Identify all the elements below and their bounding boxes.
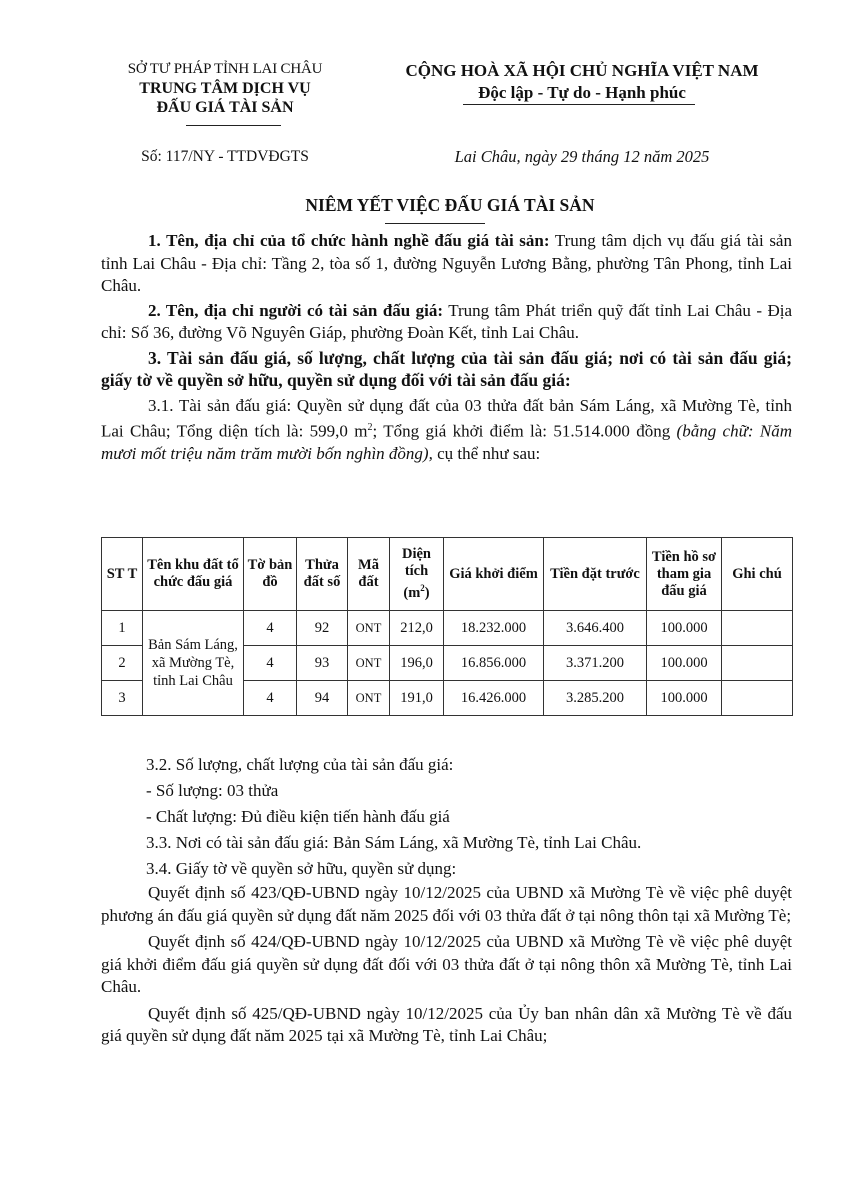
header-parcel-no: Thửa đất số — [297, 538, 348, 611]
section-3-1-text-b: ; Tổng giá khởi điểm là: 51.514.000 đồng — [372, 421, 677, 441]
cell-land-code: ONT — [348, 681, 390, 716]
section-3-3: 3.3. Nơi có tài sản đấu giá: Bản Sám Láng, xã Mường Tè, tỉnh Lai Châu. — [146, 833, 642, 852]
cell-parcel: 94 — [297, 681, 348, 716]
cell-land-code: ONT — [348, 611, 390, 646]
agency-underline — [186, 125, 281, 126]
header-area-text: Diện tích (m — [402, 546, 431, 601]
section-3-2: 3.2. Số lượng, chất lượng của tài sản đấu giá: — [146, 755, 454, 774]
cell-stt: 2 — [102, 646, 143, 681]
cell-parcel: 92 — [297, 611, 348, 646]
decision-424: Quyết định số 424/QĐ-UBND ngày 10/12/2025 của UBND xã Mường Tè về việc phê duyệt giá khởi điểm đấu giá quyền sử dụng đất đối với 03 thửa đất ở tại nông thôn xã Mường Tè, tỉnh Lai Châu. — [101, 932, 792, 996]
header-start-price: Giá khởi điểm — [444, 538, 544, 611]
cell-stt: 3 — [102, 681, 143, 716]
section-2-label: 2. Tên, địa chỉ người có tài sản đấu giá: — [148, 300, 444, 320]
cell-area: 212,0 — [390, 611, 444, 646]
parent-agency: SỞ TƯ PHÁP TỈNH LAI CHÂU — [127, 61, 323, 77]
header-area — [390, 538, 444, 611]
unit-name-line2: ĐẤU GIÁ TÀI SẢN — [156, 99, 294, 116]
body-lower-list — [146, 752, 792, 882]
header-deposit: Tiền đặt trước — [544, 538, 647, 611]
section-3-heading: 3. Tài sản đấu giá, số lượng, chất lượng của tài sản đấu giá; nơi có tài sản đấu giá; giấy tờ về quyền sở hữu, quyền sử dụng đối với tài sản đấu giá: — [101, 347, 792, 390]
header-fee: Tiền hồ sơ tham gia đấu giá — [647, 538, 722, 611]
cell-note — [722, 646, 793, 681]
decision-425: Quyết định số 425/QĐ-UBND ngày 10/12/2025 của Ủy ban nhân dân xã Mường Tè về đấu giá quyền sử dụng đất năm 2025 tại xã Mường Tè, tỉnh Lai Châu; — [101, 1003, 792, 1045]
cell-map-sheet: 4 — [244, 681, 297, 716]
table-row — [102, 611, 793, 646]
area-unit-superscript: 2 — [367, 422, 373, 433]
body-upper — [101, 230, 792, 466]
cell-parcel: 93 — [297, 646, 348, 681]
cell-map-sheet: 4 — [244, 646, 297, 681]
section-1-text: Trung tâm dịch vụ đấu giá tài sản tỉnh Lai Châu - Địa chỉ: Tầng 2, tòa số 1, đường Nguyễn Lương Bằng, phường Tân Phong, tỉnh Lai Châu. — [101, 231, 792, 295]
cell-deposit: 3.285.200 — [544, 681, 647, 716]
issuing-agency-block — [105, 60, 345, 117]
section-3-2-quantity: - Số lượng: 03 thửa — [146, 781, 279, 800]
section-3-4: 3.4. Giấy tờ về quyền sở hữu, quyền sử dụng: — [146, 859, 457, 878]
auction-parcels-table — [101, 537, 793, 716]
place-and-date: Lai Châu, ngày 29 tháng 12 năm 2025 — [454, 147, 710, 166]
cell-deposit: 3.646.400 — [544, 611, 647, 646]
motto-underline — [463, 104, 695, 105]
national-title: CỘNG HOÀ XÃ HỘI CHỦ NGHĨA VIỆT NAM — [405, 61, 759, 80]
amount-in-words: (bằng chữ: Năm mươi mốt triệu năm trăm mười bốn nghìn đồng), — [101, 421, 792, 464]
cell-start-price: 18.232.000 — [444, 611, 544, 646]
section-2-text: Trung tâm Phát triển quỹ đất tỉnh Lai Châu - Địa chỉ: Số 36, đường Võ Nguyên Giáp, phường Đoàn Kết, tỉnh Lai Châu. — [101, 300, 792, 342]
title-underline — [385, 223, 485, 224]
header-note: Ghi chú — [722, 538, 793, 611]
unit-name-line1: TRUNG TÂM DỊCH VỤ — [139, 80, 311, 97]
header-area-sup: 2 — [420, 583, 425, 594]
header-stt: ST T — [102, 538, 143, 611]
cell-fee: 100.000 — [647, 646, 722, 681]
cell-fee: 100.000 — [647, 681, 722, 716]
section-3-1 — [101, 395, 792, 466]
section-1-label: 1. Tên, địa chỉ của tổ chức hành nghề đấu giá tài sản: — [148, 231, 550, 250]
section-1 — [101, 230, 792, 298]
cell-note — [722, 681, 793, 716]
decision-423: Quyết định số 423/QĐ-UBND ngày 10/12/2025 của UBND xã Mường Tè về việc phê duyệt phương án đấu giá quyền sử dụng đất năm 2025 đối với 03 thửa đất ở tại nông thôn tại xã Mường Tè; — [101, 883, 792, 925]
cell-start-price: 16.426.000 — [444, 681, 544, 716]
cell-deposit: 3.371.200 — [544, 646, 647, 681]
national-motto: Độc lập - Tự do - Hạnh phúc — [478, 83, 686, 102]
body-decisions — [101, 882, 792, 1048]
header-area-close: ) — [424, 584, 430, 601]
cell-stt: 1 — [102, 611, 143, 646]
header-land-code: Mã đất — [348, 538, 390, 611]
cell-area: 196,0 — [390, 646, 444, 681]
cell-start-price: 16.856.000 — [444, 646, 544, 681]
section-3-2-quality: - Chất lượng: Đủ điều kiện tiến hành đấu giá — [146, 807, 450, 826]
cell-map-sheet: 4 — [244, 611, 297, 646]
cell-fee: 100.000 — [647, 611, 722, 646]
section-3-1-text-a: 3.1. Tài sản đấu giá: Quyền sử dụng đất của 03 thửa đất bản Sám Láng, xã Mường Tè, tỉnh Lai Châu; Tổng diện tích là: 599,0 m — [101, 395, 792, 441]
section-2 — [101, 300, 792, 345]
national-heading-block — [372, 60, 792, 104]
header-map-sheet: Tờ bản đồ — [244, 538, 297, 611]
cell-area: 191,0 — [390, 681, 444, 716]
table-header-row — [102, 538, 793, 611]
section-3-1-text-c: cụ thể như sau: — [432, 444, 541, 464]
cell-land-code: ONT — [348, 646, 390, 681]
document-number: Số: 117/NY - TTDVĐGTS — [141, 148, 309, 165]
document-title: NIÊM YẾT VIỆC ĐẤU GIÁ TÀI SẢN — [305, 195, 595, 215]
cell-land-name: Bản Sám Láng, xã Mường Tè, tỉnh Lai Châu — [143, 611, 244, 716]
cell-note — [722, 611, 793, 646]
header-land-name: Tên khu đất tổ chức đấu giá — [143, 538, 244, 611]
